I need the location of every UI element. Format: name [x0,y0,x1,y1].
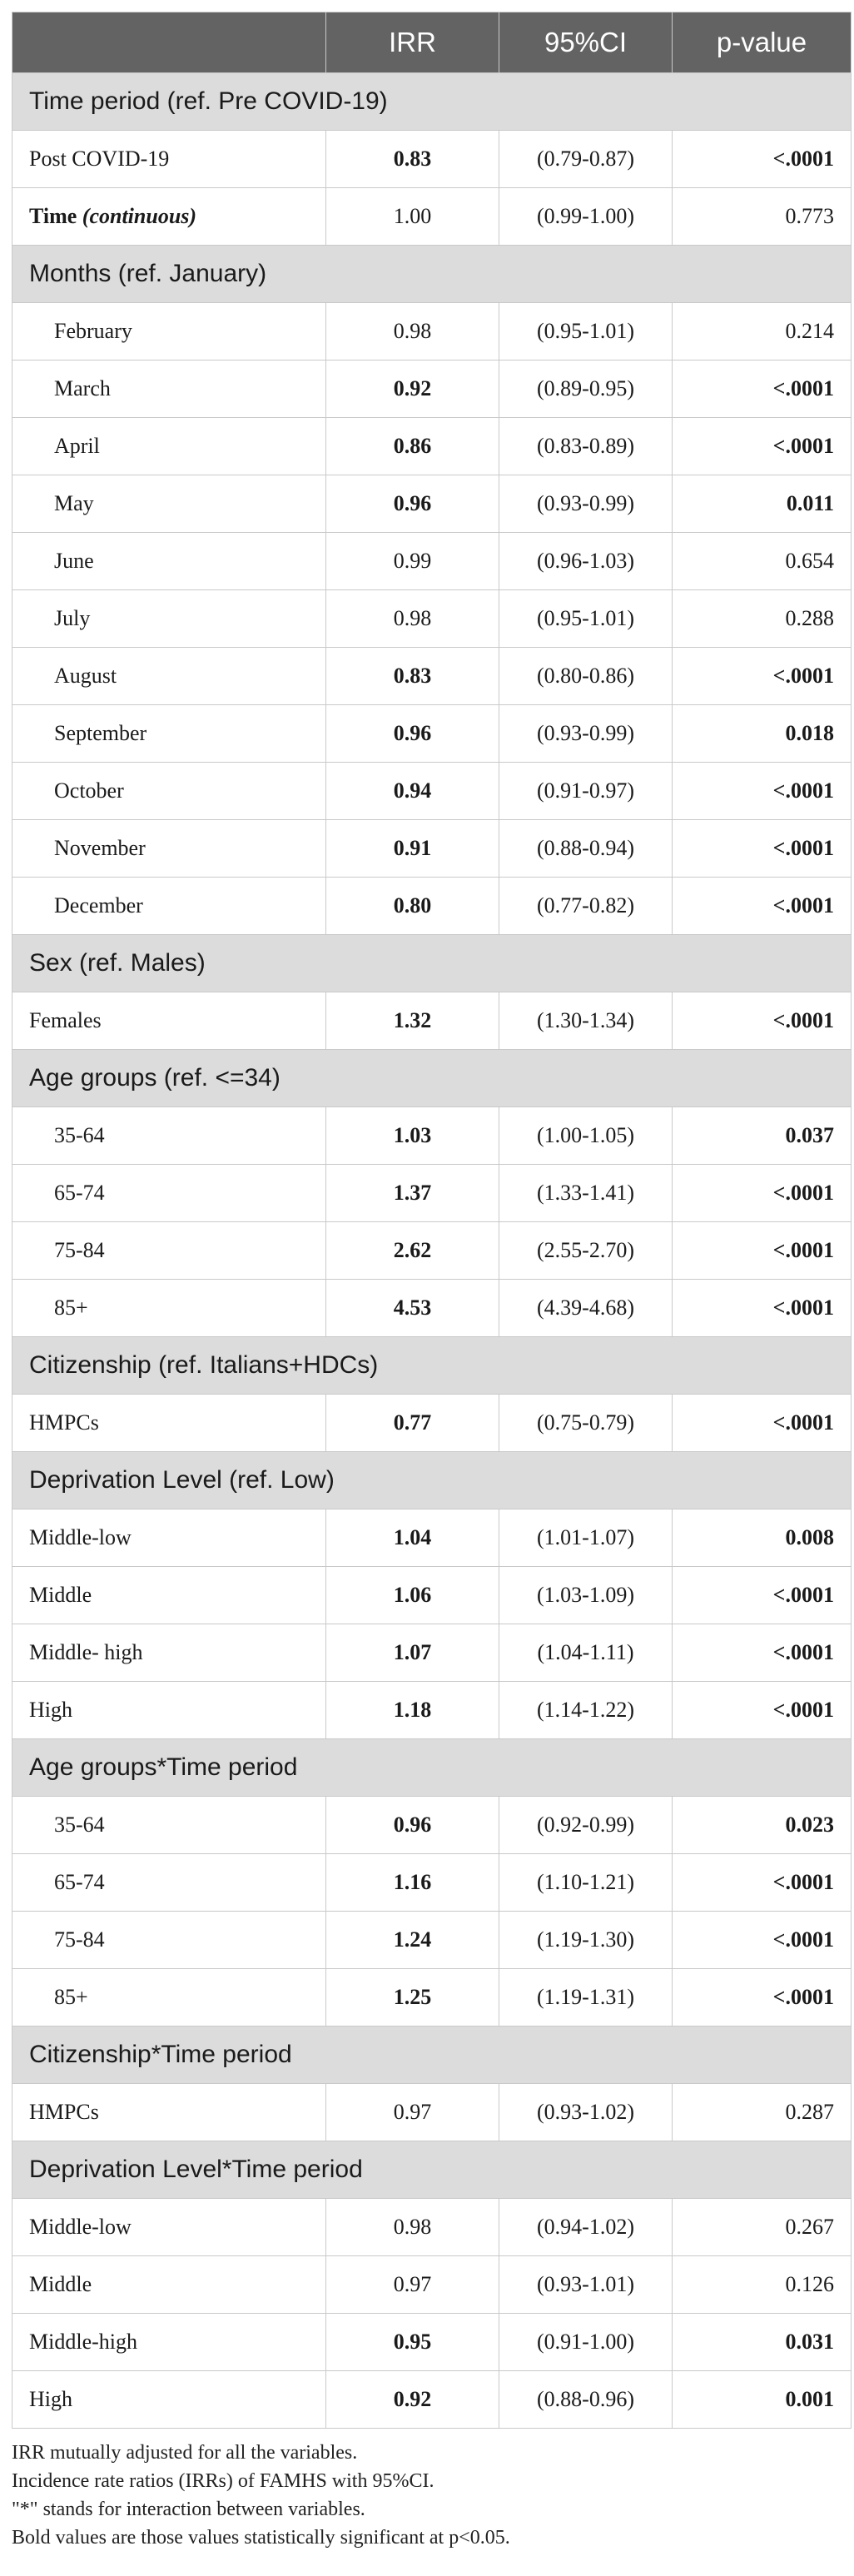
table-row [12,188,852,246]
row-label-text: Middle-low [29,1525,132,1549]
irr-cell: 1.00 [326,188,499,246]
ci-cell: (1.03-1.09) [499,1567,673,1624]
row-label-text: 85+ [54,1985,88,2009]
ci-cell: (0.96-1.03) [499,533,673,590]
irr-cell: 1.03 [326,1107,499,1165]
section-title: Sex (ref. Males) [12,935,852,992]
irr-cell: 1.25 [326,1969,499,2026]
row-label-text: 35-64 [54,1813,105,1837]
table-row [12,131,852,188]
table-row [12,2371,852,2429]
row-label-text: December [54,893,143,918]
irr-cell: 0.77 [326,1395,499,1452]
irr-cell: 0.80 [326,878,499,935]
ci-cell: (1.33-1.41) [499,1165,673,1222]
irr-cell: 1.37 [326,1165,499,1222]
ci-cell: (2.55-2.70) [499,1222,673,1280]
p-value-cell: <.0001 [673,1222,852,1280]
table-row [12,1797,852,1854]
p-value-cell: <.0001 [673,878,852,935]
p-value-cell: <.0001 [673,648,852,705]
row-label [12,475,326,533]
ci-cell: (1.19-1.30) [499,1912,673,1969]
row-label [12,1567,326,1624]
ci-cell: (0.99-1.00) [499,188,673,246]
section-header-row [12,1739,852,1797]
ci-cell: (0.93-1.01) [499,2256,673,2314]
table-row [12,878,852,935]
row-label-text: 65-74 [54,1181,105,1205]
table-row [12,590,852,648]
irr-cell: 0.98 [326,303,499,361]
irr-cell: 0.92 [326,361,499,418]
p-value-cell: <.0001 [673,1395,852,1452]
irr-cell: 1.16 [326,1854,499,1912]
section-header-row [12,1337,852,1395]
p-value-cell: <.0001 [673,763,852,820]
row-label [12,303,326,361]
row-label-text: March [54,376,111,400]
row-label [12,2084,326,2141]
ci-cell: (0.77-0.82) [499,878,673,935]
ci-cell: (0.88-0.94) [499,820,673,878]
irr-cell: 0.95 [326,2314,499,2371]
p-value-cell: 0.773 [673,188,852,246]
irr-cell: 4.53 [326,1280,499,1337]
p-value-cell: <.0001 [673,1682,852,1739]
p-value-cell: 0.011 [673,475,852,533]
row-label [12,820,326,878]
table-row [12,475,852,533]
section-title: Age groups*Time period [12,1739,852,1797]
header-variable [12,12,326,73]
row-label-text: November [54,836,146,860]
row-label [12,1509,326,1567]
ci-cell: (1.14-1.22) [499,1682,673,1739]
irr-cell: 0.98 [326,2199,499,2256]
irr-cell: 1.32 [326,992,499,1050]
section-title: Months (ref. January) [12,246,852,303]
table-row [12,533,852,590]
ci-cell: (0.89-0.95) [499,361,673,418]
row-label [12,2371,326,2429]
row-label-text: High [29,1698,72,1722]
p-value-cell: <.0001 [673,1912,852,1969]
p-value-cell: 0.023 [673,1797,852,1854]
irr-cell: 0.97 [326,2084,499,2141]
ci-cell: (1.04-1.11) [499,1624,673,1682]
row-label-text: Middle-low [29,2215,132,2239]
table-row [12,1969,852,2026]
irr-cell: 0.86 [326,418,499,475]
p-value-cell: 0.018 [673,705,852,763]
table-row [12,1854,852,1912]
section-header-row [12,935,852,992]
irr-cell: 1.18 [326,1682,499,1739]
table-row [12,361,852,418]
row-label [12,2199,326,2256]
row-label [12,2314,326,2371]
p-value-cell: 0.267 [673,2199,852,2256]
row-label [12,1854,326,1912]
table-row [12,1165,852,1222]
p-value-cell: <.0001 [673,1624,852,1682]
irr-cell: 0.96 [326,475,499,533]
irr-cell: 0.97 [326,2256,499,2314]
row-label [12,705,326,763]
ci-cell: (0.79-0.87) [499,131,673,188]
ci-cell: (0.91-1.00) [499,2314,673,2371]
p-value-cell: 0.031 [673,2314,852,2371]
ci-cell: (1.19-1.31) [499,1969,673,2026]
row-label [12,590,326,648]
section-header-row [12,1452,852,1509]
p-value-cell: 0.287 [673,2084,852,2141]
row-label [12,131,326,188]
p-value-cell: 0.126 [673,2256,852,2314]
row-label [12,1682,326,1739]
table-row [12,1912,852,1969]
row-label-text: April [54,434,100,458]
irr-cell: 1.07 [326,1624,499,1682]
row-label-text: 75-84 [54,1927,105,1952]
header-p-value: p-value [673,12,852,73]
ci-cell: (0.91-0.97) [499,763,673,820]
ci-cell: (0.93-1.02) [499,2084,673,2141]
row-label [12,1107,326,1165]
row-label [12,1395,326,1452]
row-label [12,1624,326,1682]
irr-cell: 2.62 [326,1222,499,1280]
table-row [12,1567,852,1624]
row-label [12,1969,326,2026]
section-header-row [12,73,852,131]
section-header-row [12,246,852,303]
header-row [12,12,852,73]
row-label-text: September [54,721,147,745]
irr-cell: 0.83 [326,131,499,188]
irr-cell: 0.98 [326,590,499,648]
row-label [12,1165,326,1222]
irr-cell: 0.91 [326,820,499,878]
p-value-cell: 0.288 [673,590,852,648]
p-value-cell: <.0001 [673,1567,852,1624]
row-label-text: July [54,606,91,630]
p-value-cell: <.0001 [673,1165,852,1222]
section-title: Deprivation Level*Time period [12,2141,852,2199]
ci-cell: (0.80-0.86) [499,648,673,705]
row-label [12,992,326,1050]
section-title: Deprivation Level (ref. Low) [12,1452,852,1509]
ci-cell: (0.88-0.96) [499,2371,673,2429]
irr-cell: 0.96 [326,705,499,763]
table-row [12,2256,852,2314]
ci-cell: (0.95-1.01) [499,303,673,361]
footnote: IRR mutually adjusted for all the variables. [12,2442,358,2464]
row-label [12,878,326,935]
row-label-text: February [54,319,132,343]
ci-cell: (1.00-1.05) [499,1107,673,1165]
row-label-text: Time [29,204,77,228]
footnote: Incidence rate ratios (IRRs) of FAMHS with 95%CI. [12,2470,434,2492]
irr-cell: 1.04 [326,1509,499,1567]
section-header-row [12,2026,852,2084]
p-value-cell: <.0001 [673,820,852,878]
row-label [12,1222,326,1280]
row-label-text: Middle [29,2272,92,2296]
row-label-text: Post COVID-19 [29,147,170,171]
row-label-text: 35-64 [54,1123,105,1147]
row-label [12,648,326,705]
table-row [12,705,852,763]
p-value-cell: 0.008 [673,1509,852,1567]
p-value-cell: <.0001 [673,131,852,188]
footnotes [12,2439,851,2552]
table-row [12,2199,852,2256]
table-row [12,1222,852,1280]
section-header-row [12,1050,852,1107]
table-body [12,73,852,2429]
p-value-cell: <.0001 [673,1280,852,1337]
table-row [12,1107,852,1165]
p-value-cell: 0.654 [673,533,852,590]
row-label-text: Middle- high [29,1640,143,1664]
irr-cell: 1.06 [326,1567,499,1624]
section-title: Age groups (ref. <=34) [12,1050,852,1107]
table-row [12,1682,852,1739]
row-label-text: 85+ [54,1295,88,1320]
table-row [12,2084,852,2141]
table-row [12,1395,852,1452]
row-label-text: October [54,778,124,803]
row-label-text: August [54,664,117,688]
table-container [12,12,851,2552]
p-value-cell: <.0001 [673,1969,852,2026]
row-label [12,1797,326,1854]
irr-cell: 1.24 [326,1912,499,1969]
row-label [12,1912,326,1969]
row-label-text: Middle [29,1583,92,1607]
row-label-text: Middle-high [29,2330,137,2354]
p-value-cell: 0.214 [673,303,852,361]
irr-cell: 0.94 [326,763,499,820]
row-label [12,418,326,475]
section-header-row [12,2141,852,2199]
row-label [12,533,326,590]
header-ci: 95%CI [499,12,673,73]
ci-cell: (0.94-1.02) [499,2199,673,2256]
header-irr: IRR [326,12,499,73]
ci-cell: (0.75-0.79) [499,1395,673,1452]
irr-cell: 0.99 [326,533,499,590]
ci-cell: (1.30-1.34) [499,992,673,1050]
row-label-text: HMPCs [29,1410,99,1435]
row-label-text: June [54,549,94,573]
irr-cell: 0.92 [326,2371,499,2429]
row-label-text: 65-74 [54,1870,105,1894]
row-label [12,2256,326,2314]
row-label-text: May [54,491,94,515]
ci-cell: (0.95-1.01) [499,590,673,648]
row-label-text: 75-84 [54,1238,105,1262]
footnote: "*" stands for interaction between variables. [12,2499,365,2520]
ci-cell: (1.10-1.21) [499,1854,673,1912]
row-label [12,361,326,418]
row-label [12,763,326,820]
results-table [12,12,852,2429]
ci-cell: (0.93-0.99) [499,705,673,763]
table-row [12,992,852,1050]
p-value-cell: <.0001 [673,418,852,475]
row-label-text: High [29,2387,72,2411]
row-label-text: HMPCs [29,2100,99,2124]
ci-cell: (0.93-0.99) [499,475,673,533]
table-row [12,1509,852,1567]
table-row [12,648,852,705]
table-row [12,303,852,361]
row-label-note: (continuous) [82,204,197,228]
p-value-cell: 0.037 [673,1107,852,1165]
table-row [12,820,852,878]
row-label-text: Females [29,1008,102,1032]
ci-cell: (4.39-4.68) [499,1280,673,1337]
ci-cell: (0.92-0.99) [499,1797,673,1854]
ci-cell: (0.83-0.89) [499,418,673,475]
row-label [12,188,326,246]
p-value-cell: <.0001 [673,992,852,1050]
table-row [12,1624,852,1682]
footnote: Bold values are those values statistically significant at p<0.05. [12,2527,510,2549]
row-label [12,1280,326,1337]
section-title: Time period (ref. Pre COVID-19) [12,73,852,131]
table-row [12,1280,852,1337]
table-row [12,418,852,475]
p-value-cell: <.0001 [673,361,852,418]
p-value-cell: 0.001 [673,2371,852,2429]
irr-cell: 0.96 [326,1797,499,1854]
irr-cell: 0.83 [326,648,499,705]
section-title: Citizenship (ref. Italians+HDCs) [12,1337,852,1395]
section-title: Citizenship*Time period [12,2026,852,2084]
table-row [12,763,852,820]
ci-cell: (1.01-1.07) [499,1509,673,1567]
table-row [12,2314,852,2371]
p-value-cell: <.0001 [673,1854,852,1912]
